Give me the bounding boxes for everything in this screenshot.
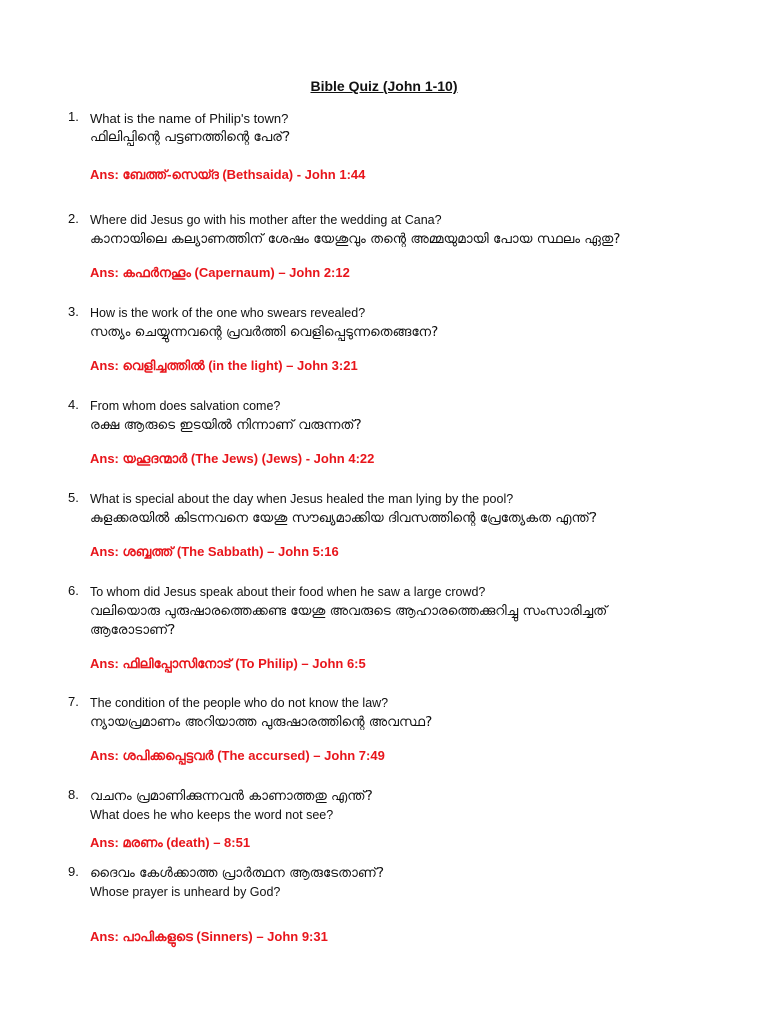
question-malayalam: ദൈവം കേൾക്കാത്ത പ്രാർത്ഥന ആരുടേതാണ്? — [90, 865, 385, 881]
answer: Ans: കഫർനഹൂം (Capernaum) – John 2:12 — [90, 265, 350, 280]
question-english: What is special about the day when Jesus healed the man lying by the pool? — [90, 492, 514, 506]
question-item — [68, 694, 748, 764]
question-english: How is the work of the one who swears revealed? — [90, 306, 366, 320]
question-number: 2. — [68, 211, 79, 226]
question-malayalam: വചനം പ്രമാണിക്കുന്നവൻ കാണാത്തതു എന്ത്? — [90, 788, 373, 804]
answer: Ans: ബേത്ത്-സെയ്ദ (Bethsaida) - John 1:44 — [90, 167, 366, 182]
question-item — [68, 397, 748, 467]
question-malayalam: വലിയൊരു പുരുഷാരത്തെക്കണ്ട യേശു അവരുടെ ആഹാരത്തെക്കുറിച്ചു സംസാരിച്ചത് ആരോടാണ്? — [90, 603, 608, 638]
question-malayalam: ഫിലിപ്പിന്റെ പട്ടണത്തിന്റെ പേര്? — [90, 129, 291, 145]
question-number: 8. — [68, 787, 79, 802]
answer: Ans: ശബ്ബത്ത് (The Sabbath) – John 5:16 — [90, 544, 339, 559]
question-number: 6. — [68, 583, 79, 598]
answer: Ans: ശപിക്കപ്പെട്ടവർ (The accursed) – John 7:49 — [90, 748, 385, 763]
question-item — [68, 864, 748, 945]
question-english: The condition of the people who do not know the law? — [90, 696, 389, 710]
question-item — [68, 211, 748, 281]
question-english: From whom does salvation come? — [90, 399, 281, 413]
question-item — [68, 304, 748, 374]
question-malayalam: കാനായിലെ കല്യാണത്തിന് ശേഷം യേശുവും തന്റെ അമ്മയുമായി പോയ സ്ഥലം ഏതു? — [90, 231, 621, 247]
answer: Ans: വെളിച്ചത്തിൽ (in the light) – John 3:21 — [90, 358, 358, 373]
question-english: Where did Jesus go with his mother after the wedding at Cana? — [90, 213, 442, 227]
question-malayalam: സത്യം ചെയ്യുന്നവന്റെ പ്രവർത്തി വെളിപ്പെടുന്നതെങ്ങനേ? — [90, 324, 439, 340]
question-english: What is the name of Philip's town? — [90, 111, 289, 126]
question-malayalam: കുളക്കരയിൽ കിടന്നവനെ യേശു സൗഖ്യമാക്കിയ ദിവസത്തിന്റെ പ്രേത്യേകത എന്ത്? — [90, 510, 597, 526]
question-english: What does he who keeps the word not see? — [90, 808, 334, 822]
question-number: 1. — [68, 109, 79, 124]
question-number: 5. — [68, 490, 79, 505]
question-malayalam: രക്ഷ ആരുടെ ഇടയിൽ നിന്നാണ് വരുന്നത്? — [90, 417, 362, 433]
question-item — [68, 787, 748, 851]
answer: Ans: മരണം (death) – 8:51 — [90, 835, 251, 850]
question-english: To whom did Jesus speak about their food when he saw a large crowd? — [90, 585, 486, 599]
question-number: 7. — [68, 694, 79, 709]
question-item — [68, 583, 748, 672]
question-number: 4. — [68, 397, 79, 412]
answer: Ans: ഫിലിപ്പോസിനോട് (To Philip) – John 6:5 — [90, 656, 366, 671]
question-english: Whose prayer is unheard by God? — [90, 885, 281, 899]
question-item — [68, 109, 748, 183]
answer: Ans: യഹൂദന്മാർ (The Jews) (Jews) - John 4:22 — [90, 451, 375, 466]
question-number: 3. — [68, 304, 79, 319]
page-title: Bible Quiz (John 1-10) — [310, 78, 458, 94]
answer: Ans: പാപികളുടെ (Sinners) – John 9:31 — [90, 929, 328, 944]
question-malayalam: ന്യായപ്രമാണം അറിയാത്ത പുരുഷാരത്തിന്റെ അവസ്ഥ? — [90, 714, 433, 730]
question-item — [68, 490, 748, 560]
question-number: 9. — [68, 864, 79, 879]
